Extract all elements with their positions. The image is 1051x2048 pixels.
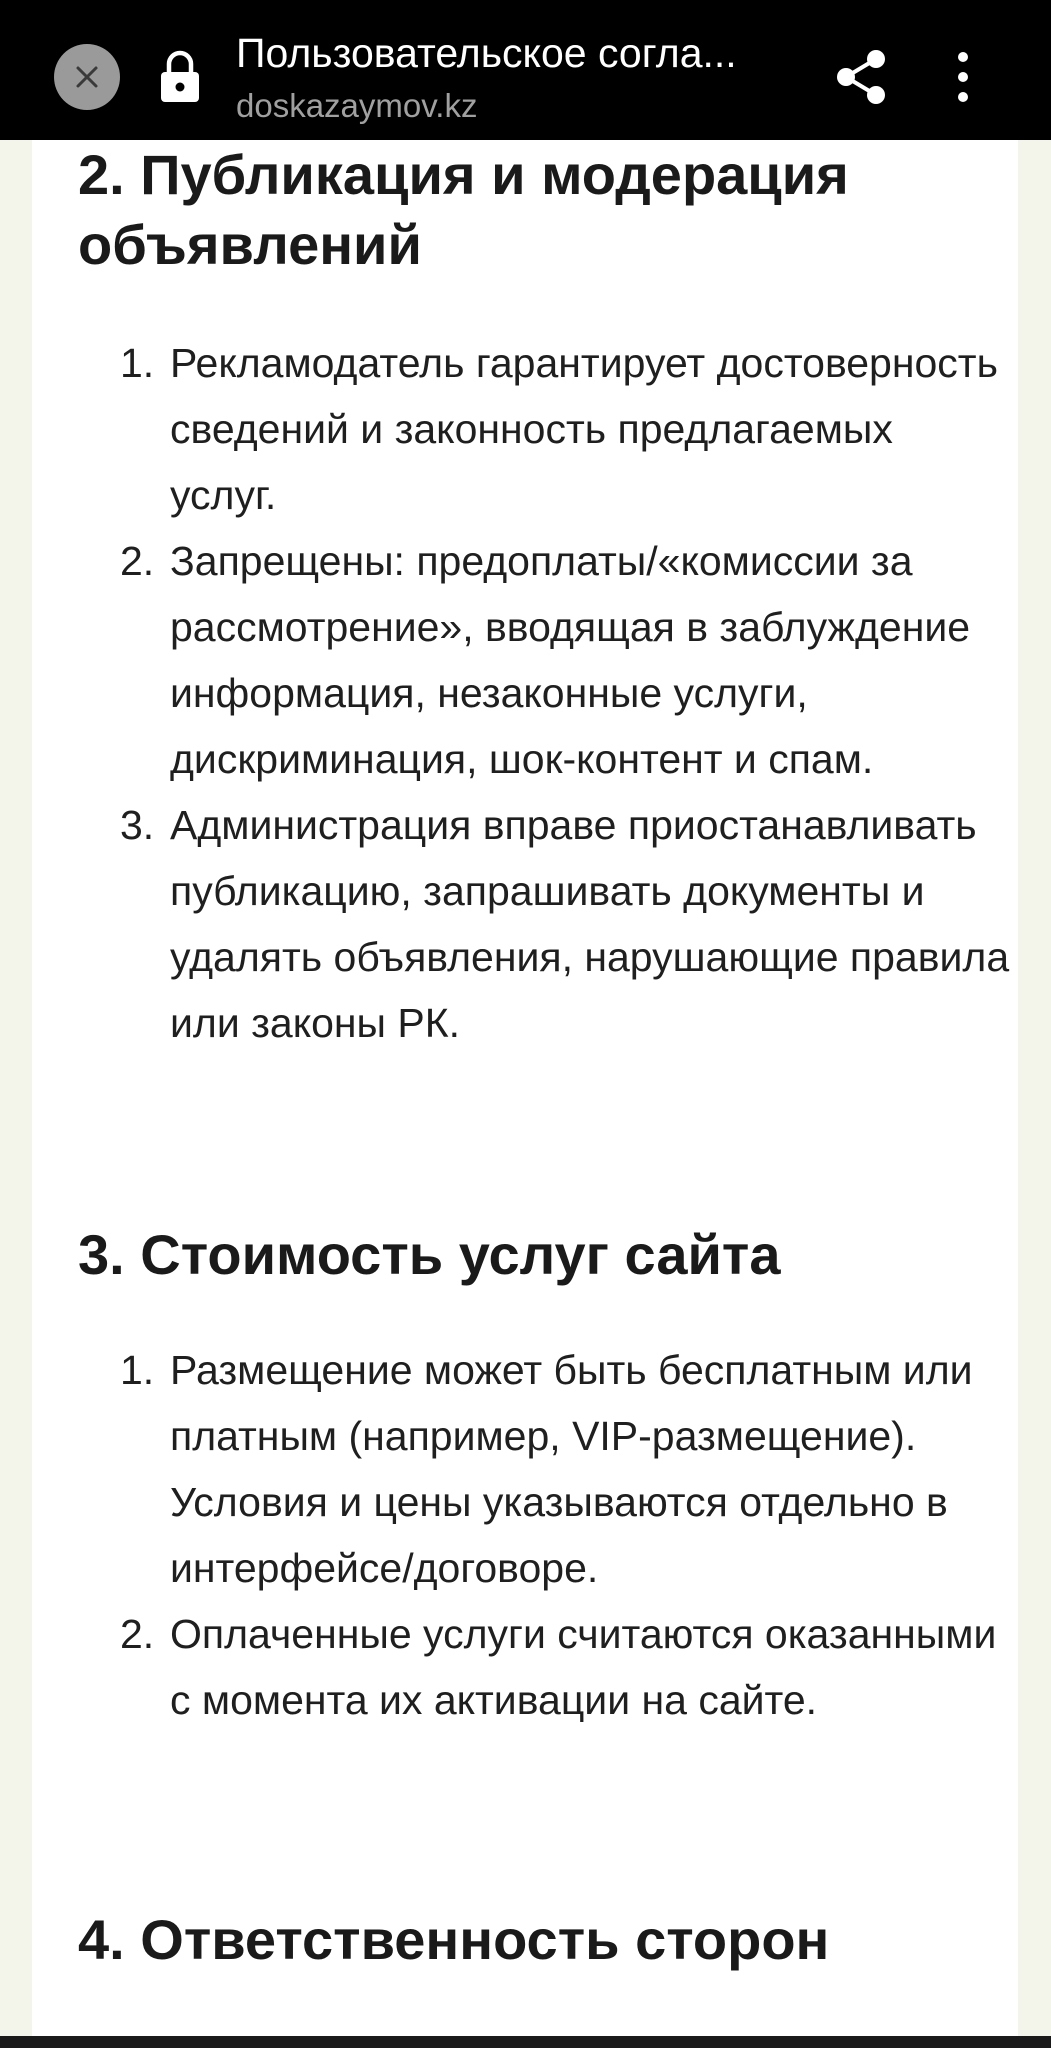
list-item <box>120 1601 1010 1733</box>
list-item-number: 2. <box>120 538 155 584</box>
pricing-list <box>120 1337 1010 1733</box>
list-item <box>120 792 1010 1056</box>
list-item <box>120 1337 1010 1601</box>
share-icon[interactable] <box>832 48 890 106</box>
list-item-text: Запрещены: предоплаты/«комиссии за рассмотрение», вводящая в заблуждение информация, незаконные услуги, дискриминация, шок-контент и спам. <box>170 538 971 782</box>
list-item <box>120 330 1010 528</box>
publication-list <box>120 330 1010 1056</box>
page-url[interactable]: doskazaymov.kz <box>236 87 478 124</box>
browser-toolbar <box>0 0 1051 140</box>
list-item-text: Размещение может быть бесплатным или платным (например, VIP-размещение). Условия и цены указываются отдельно в интерфейсе/договоре. <box>170 1347 973 1591</box>
list-item-number: 1. <box>120 1347 155 1393</box>
list-item <box>120 528 1010 792</box>
section-heading-publication: 2. Публикация и модерация объявлений <box>78 143 849 276</box>
list-item-text: Оплаченные услуги считаются оказанными с момента их активации на сайте. <box>170 1611 997 1723</box>
list-item-number: 2. <box>120 1611 155 1657</box>
list-item-text: Администрация вправе приостанавливать публикацию, запрашивать документы и удалять объявления, нарушающие правила или законы РК. <box>170 802 1010 1046</box>
page-title[interactable]: Пользовательское согла... <box>236 30 737 76</box>
more-vertical-icon[interactable] <box>950 50 976 104</box>
section-heading-liability: 4. Ответственность сторон <box>78 1908 830 1971</box>
page-content <box>32 140 1018 2048</box>
list-item-number: 1. <box>120 340 155 386</box>
list-item-text: Рекламодатель гарантирует достоверность сведений и законность предлагаемых услуг. <box>170 340 998 518</box>
lock-icon[interactable] <box>158 48 202 104</box>
close-icon <box>74 64 100 90</box>
section-heading-pricing: 3. Стоимость услуг сайта <box>78 1223 781 1286</box>
bottom-edge <box>0 2036 1051 2048</box>
close-button[interactable] <box>54 44 120 110</box>
list-item-number: 3. <box>120 802 155 848</box>
